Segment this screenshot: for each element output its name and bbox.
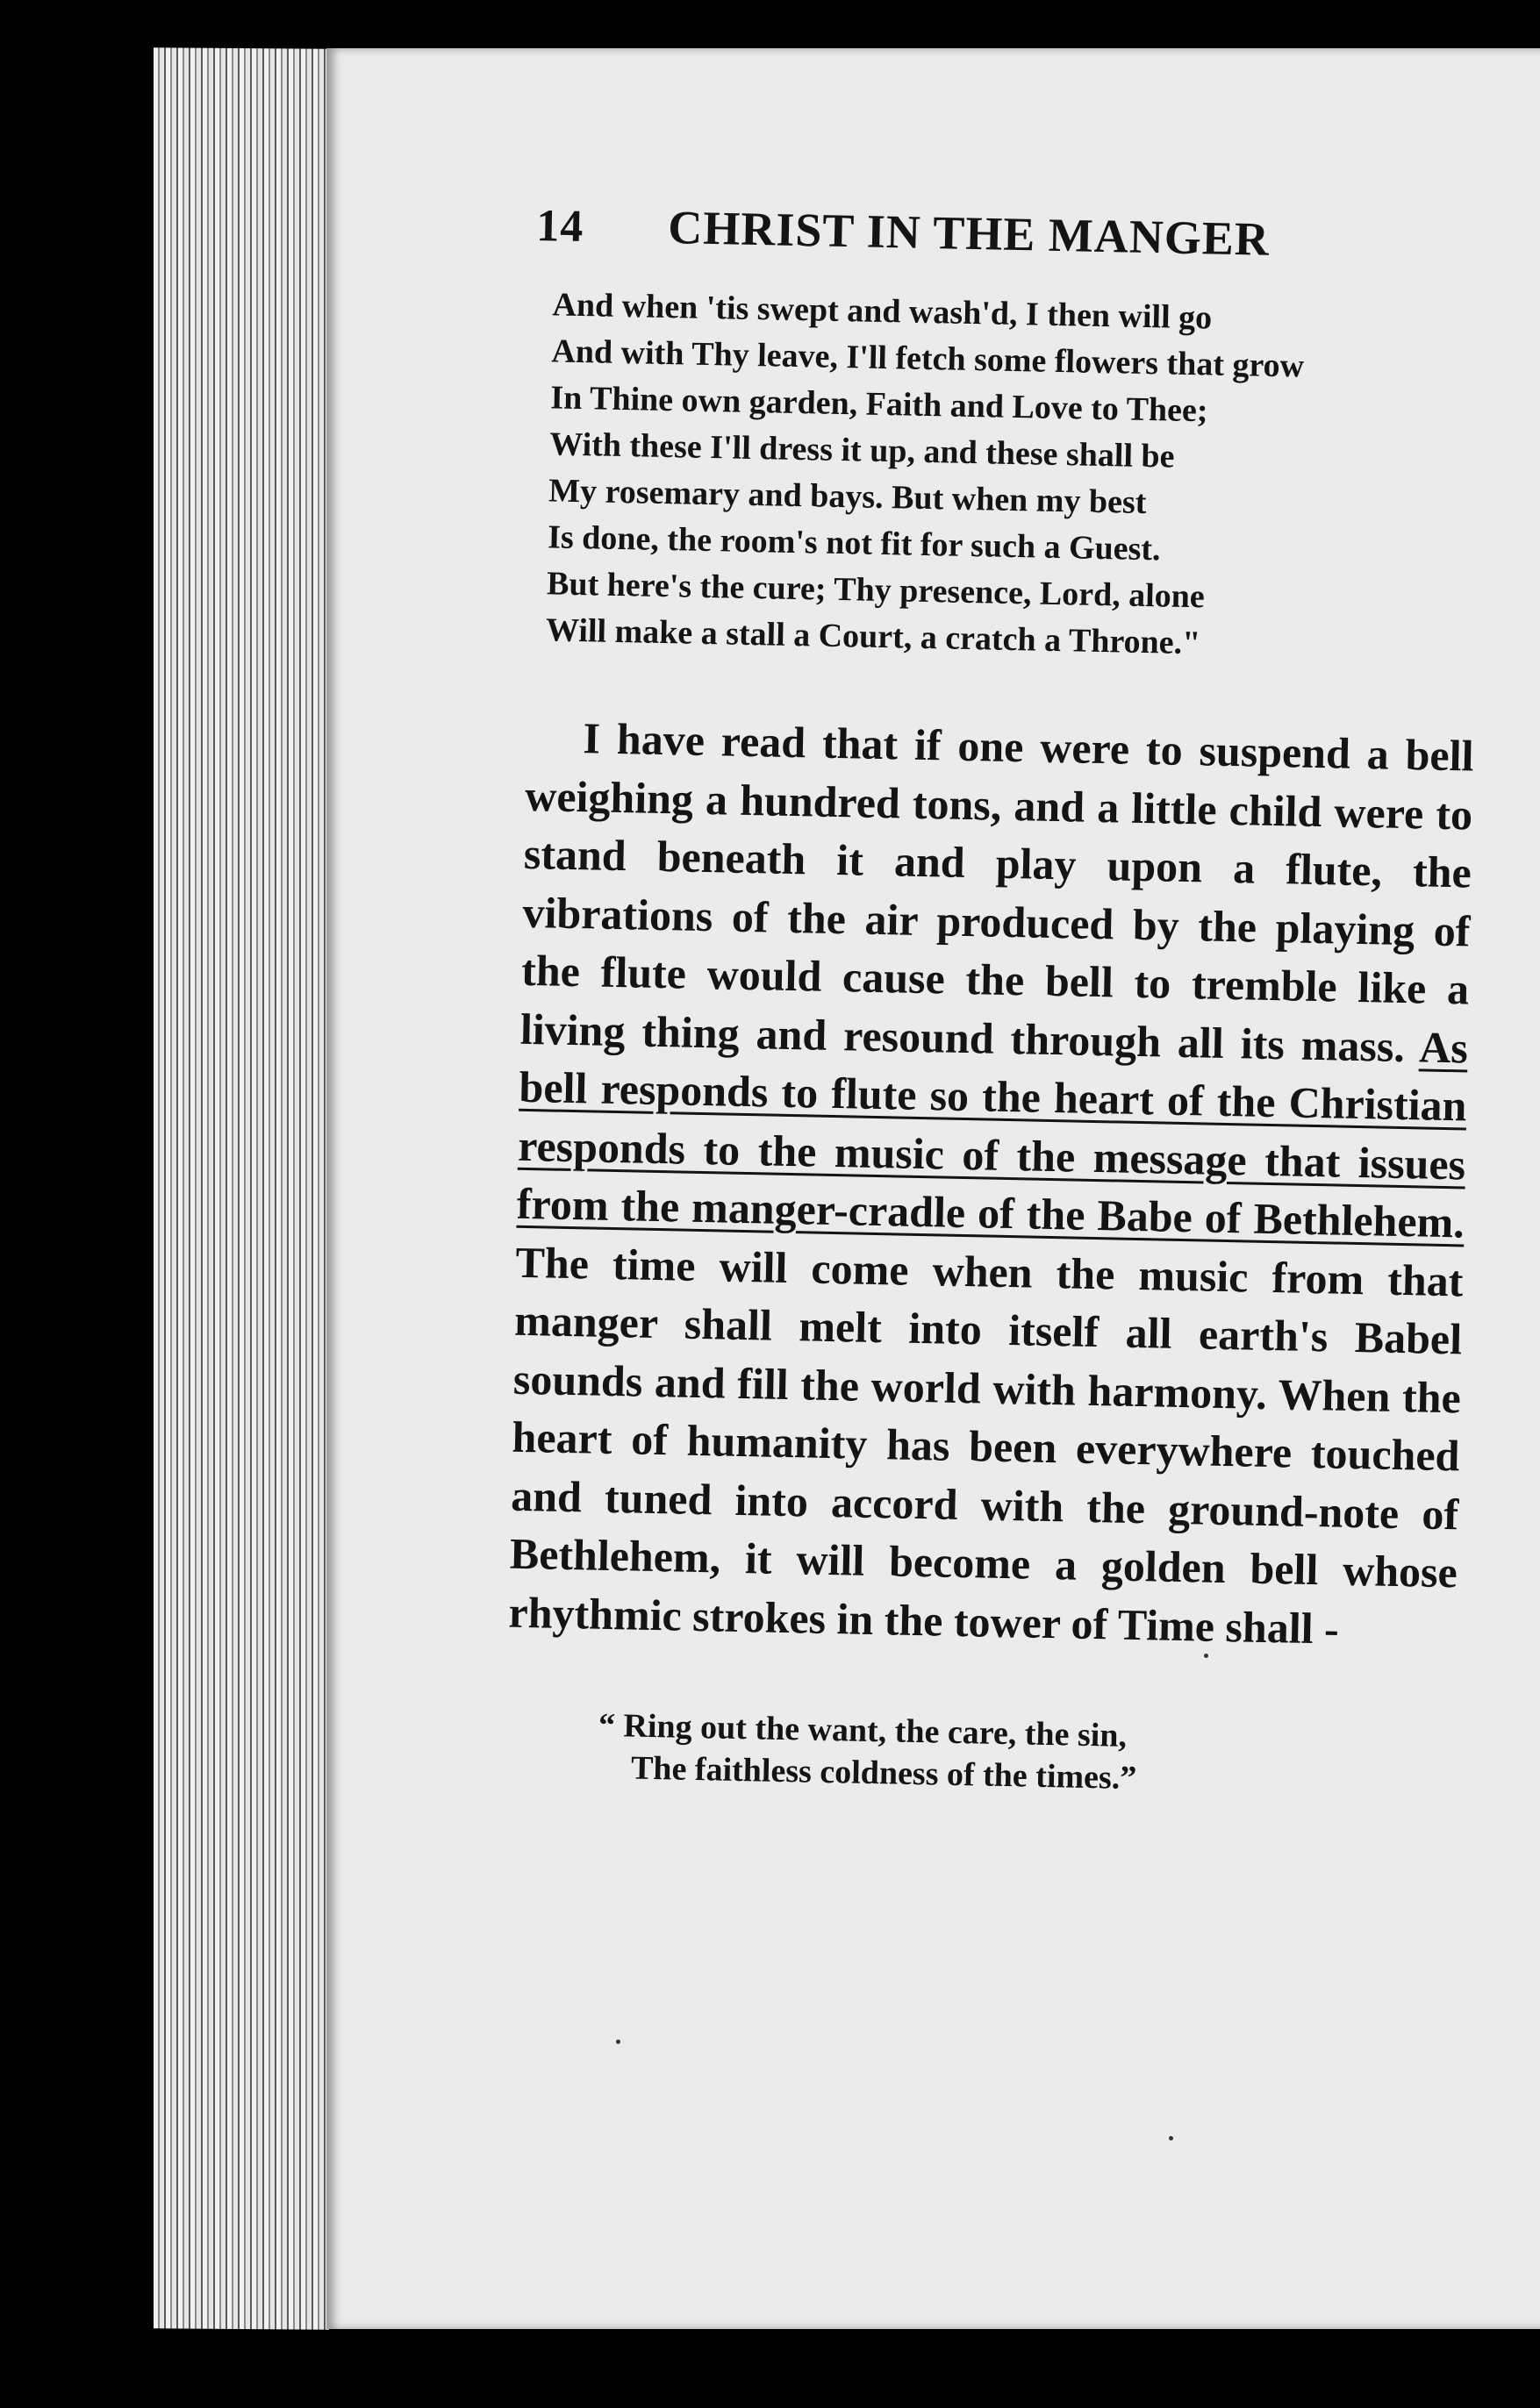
page-header xyxy=(536,197,1485,271)
paper-speck xyxy=(1204,1654,1208,1658)
book-page-edges xyxy=(154,47,329,2329)
poem-line: Is done, the room's not fit for such a Guest. xyxy=(547,518,1161,568)
closing-quotation xyxy=(598,1704,1455,1806)
poem-line: My rosemary and bays. But when my best xyxy=(548,472,1147,522)
underlined-passage: As bell responds to flute so the heart of the Christian responds to the music of the message that issues from the manger-cradle of the Babe of Bethlehem. xyxy=(516,1021,1469,1247)
poem-stanza xyxy=(546,282,1483,672)
poem-line: But here's the cure; Thy presence, Lord, alone xyxy=(546,565,1206,616)
poem-line: And with Thy leave, I'll fetch some flowers that grow xyxy=(551,332,1305,385)
poem-line: In Thine own garden, Faith and Love to Thee; xyxy=(549,379,1208,430)
page-number: 14 xyxy=(535,200,584,253)
poem-line: And when 'tis swept and wash'd, I then will go xyxy=(552,286,1213,337)
quotation-line: “ Ring out the want, the care, the sin, xyxy=(598,1706,1128,1754)
body-paragraph xyxy=(508,708,1474,1660)
paper-speck xyxy=(1169,2136,1173,2140)
book-page xyxy=(326,48,1540,2329)
page-content xyxy=(505,197,1485,1805)
paragraph-text-after-underline: The time will come when the music from that manger shall melt into itself all earth's Babel sounds and fill the world with harmony. When the heart of humanity has been everywhere touched and tuned into accord with the ground-note of Bethlehem, it will become a golden bell whose rhythmic strokes in the tower of Time shall - xyxy=(508,1237,1464,1654)
poem-line: With these I'll dress it up, and these shall be xyxy=(548,425,1175,475)
paragraph-indent xyxy=(526,752,583,753)
paragraph-text-before-underline: I have read that if one were to suspend a bell weighing a hundred tons, and a little child were to stand beneath it and play upon a flute, the vibrations of the air produced by the playing of the flute would cause the bell to tremble like a living thing and resound through all its mass. xyxy=(519,713,1475,1071)
paper-speck xyxy=(616,2040,620,2044)
quotation-line: The faithless coldness of the times.” xyxy=(630,1749,1137,1797)
poem-line: Will make a stall a Court, a cratch a Throne." xyxy=(545,611,1201,662)
running-title: CHRIST IN THE MANGER xyxy=(667,201,1271,266)
